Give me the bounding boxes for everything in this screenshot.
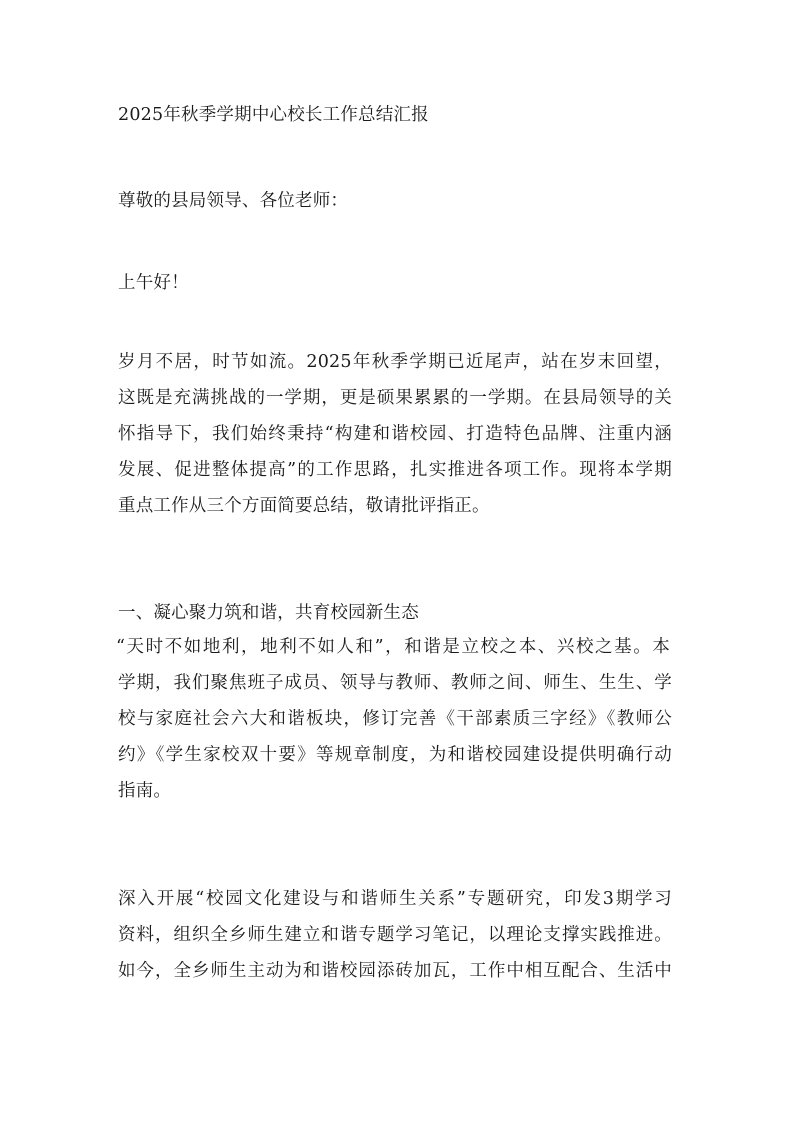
paragraph-line: 校与家庭社会六大和谐板块，修订完善《干部素质三字经》《教师公 — [118, 709, 672, 729]
paragraph-line: 怀指导下，我们始终秉持“构建和谐校园、打造特色品牌、注重内涵 — [118, 424, 672, 444]
salutation: 尊敬的县局领导、各位老师： — [118, 191, 349, 211]
paragraph-line: 这既是充满挑战的一学期，更是硕果累累的一学期。在县局领导的关 — [118, 388, 672, 408]
greeting: 上午好！ — [118, 273, 189, 293]
paragraph-line: 学期，我们聚焦班子成员、领导与教师、教师之间、师生、生生、学 — [118, 673, 672, 693]
section-heading: 一、凝心聚力筑和谐，共育校园新生态 — [118, 603, 419, 623]
paragraph-line: 重点工作从三个方面简要总结，敬请批评指正。 — [118, 496, 490, 516]
paragraph-line: 指南。 — [118, 781, 172, 801]
paragraph-line: 发展、促进整体提高”的工作思路，扎实推进各项工作。现将本学期 — [118, 460, 672, 480]
paragraph-line: 岁月不居，时节如流。2025年秋季学期已近尾声，站在岁末回望， — [118, 352, 672, 372]
paragraph-line: 约》《学生家校双十要》等规章制度，为和谐校园建设提供明确行动 — [118, 745, 672, 765]
document-title: 2025年秋季学期中心校长工作总结汇报 — [118, 105, 429, 125]
paragraph-line: 资料，组织全乡师生建立和谐专题学习笔记，以理论支撑实践推进。 — [118, 925, 672, 945]
paragraph-line: “天时不如地利，地利不如人和”，和谐是立校之本、兴校之基。本 — [116, 637, 670, 657]
paragraph-line: 深入开展“校园文化建设与和谐师生关系”专题研究，印发3期学习 — [118, 889, 672, 909]
paragraph-line: 如今，全乡师生主动为和谐校园添砖加瓦，工作中相互配合、生活中 — [118, 961, 672, 981]
